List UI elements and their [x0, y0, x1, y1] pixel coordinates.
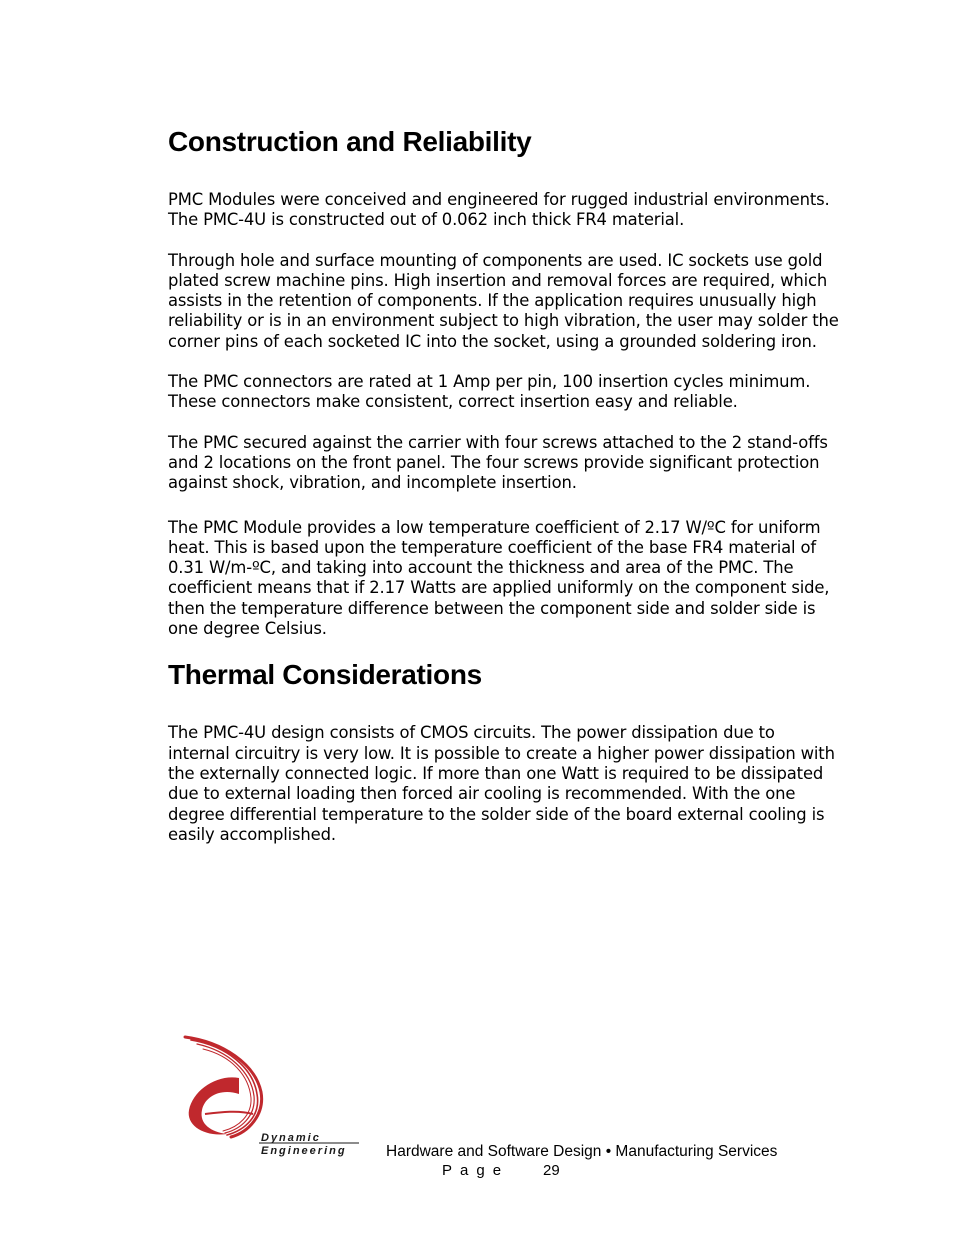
paragraph: Through hole and surface mounting of components are used. IC sockets use gold plated screw machine pins. High insertion and removal forces are required, which assists in the retention of components. If the application requires unusually high reliability or is in an environment subject to high vibration, the user may solder the corner pins of each socketed IC into the socket, using a grounded soldering iron.: [168, 250, 839, 351]
paragraph: PMC Modules were conceived and engineered for rugged industrial environments. The PMC-4U is constructed out of 0.062 inch thick FR4 material.: [168, 190, 830, 230]
dynamic-engineering-logo: [183, 1034, 363, 1159]
section-heading-thermal: Thermal Considerations: [168, 659, 482, 691]
footer-page-number: [442, 1162, 560, 1179]
section-heading-construction: Construction and Reliability: [168, 126, 532, 157]
paragraph: The PMC connectors are rated at 1 Amp per pin, 100 insertion cycles minimum. These connectors make consistent, correct insertion easy and reliable.: [168, 372, 811, 412]
paragraph: The PMC secured against the carrier with four screws attached to the 2 stand-offs and 2 locations on the front panel. The four screws provide significant protection against shock, vibration, and incomplete insertion.: [168, 432, 828, 493]
page-content: [168, 122, 840, 845]
page-number: 29: [543, 1162, 560, 1179]
page-label: Page: [442, 1162, 510, 1179]
logo-text-engineering: Engineering: [261, 1145, 347, 1157]
footer-tagline: Hardware and Software Design • Manufacturing Services: [386, 1143, 778, 1160]
paragraph: The PMC Module provides a low temperature coefficient of 2.17 W/ºC for uniform heat. This is based upon the temperature coefficient of the base FR4 material of 0.31 W/m-ºC, and taking into account the thickness and area of the PMC. The coefficient means that if 2.17 Watts are applied uniformly on the component side, then the temperature difference between the component side and solder side is one degree Celsius.: [168, 517, 830, 639]
logo-text-dynamic: Dynamic: [261, 1132, 321, 1144]
paragraph: The PMC-4U design consists of CMOS circuits. The power dissipation due to internal circuitry is very low. It is possible to create a higher power dissipation with the externally connected logic. If more than one Watt is required to be dissipated due to external loading then forced air cooling is recommended. With the one degree differential temperature to the solder side of the board external cooling is easily accomplished.: [168, 723, 835, 844]
